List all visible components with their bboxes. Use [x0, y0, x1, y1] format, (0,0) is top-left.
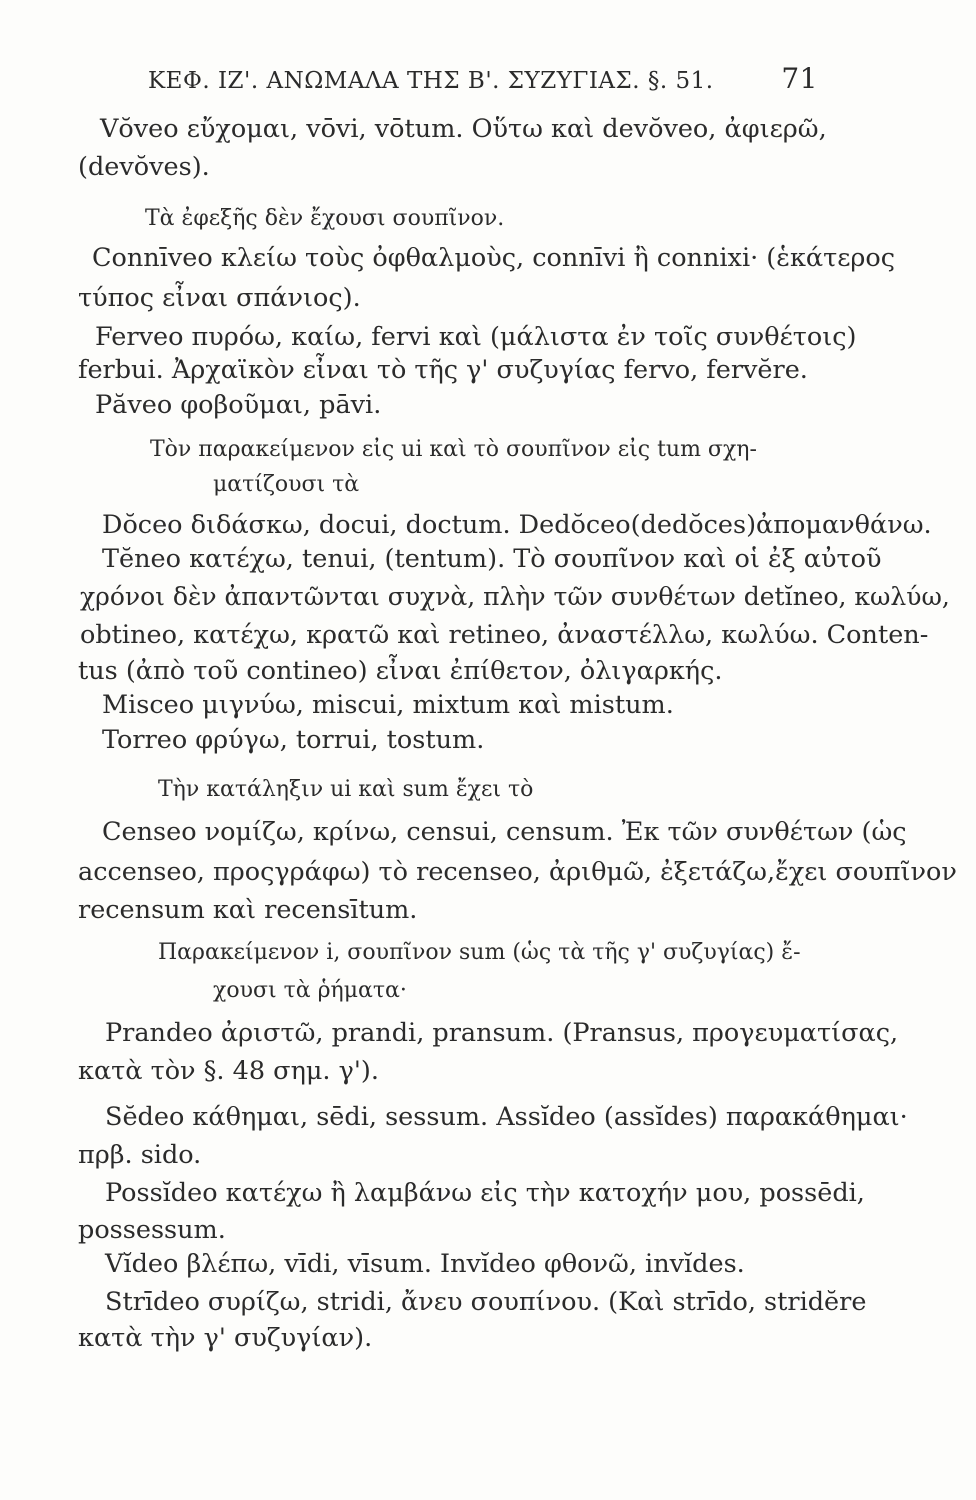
text-line: Connīveo κλείω τοὺς ὀφθαλμοὺς, connīvi ἢ connixi· (ἑκάτερος — [92, 243, 896, 273]
text-line: Vŏveo εὔχομαι, vōvi, vōtum. Οὕτω καὶ devŏveo, ἀφιερῶ, — [100, 114, 827, 144]
page-header — [148, 62, 818, 95]
subheading-line: ματίζουσι τὰ — [213, 472, 360, 497]
text-line: κατὰ τὸν §. 48 σημ. γ'). — [78, 1056, 379, 1086]
subheading-line: Τὸν παρακείμενον εἰς ui καὶ τὸ σουπῖνον εἰς tum σχη- — [150, 437, 757, 462]
text-line: obtineo, κατέχω, κρατῶ καὶ retineo, ἀναστέλλω, κωλύω. Conten- — [80, 620, 929, 650]
text-line: Possĭdeo κατέχω ἢ λαμβάνω εἰς τὴν κατοχήν μου, possēdi, — [105, 1178, 865, 1208]
text-line: Vĭdeo βλέπω, vīdi, vīsum. Invĭdeo φθονῶ, invĭdes. — [105, 1249, 745, 1279]
text-line: tus (ἀπὸ τοῦ contineo) εἶναι ἐπίθετον, ὀλιγαρκής. — [78, 656, 723, 686]
text-line: Prandeo ἀριστῶ, prandi, pransum. (Pransus, προγευματίσας, — [105, 1018, 899, 1048]
text-line: Torreo φρύγω, torrui, tostum. — [102, 725, 485, 755]
text-line: Misceo μιγνύω, miscui, mixtum καὶ mistum. — [102, 690, 674, 720]
text-line: Tĕneo κατέχω, tenui, (tentum). Τὸ σουπῖνον καὶ οἱ ἐξ αὐτοῦ — [102, 544, 882, 574]
text-line: accenseo, προςγράφω) τὸ recenseo, ἀριθμῶ, ἐξετάζω,ἔχει σουπῖνον — [78, 857, 957, 887]
text-line: Păveo φοβοῦμαι, pāvi. — [95, 390, 382, 420]
text-line: Dŏceo διδάσκω, docui, doctum. Dedŏceo(dedŏces)ἀπομανθάνω. — [102, 510, 932, 540]
text-line: τύπος εἶναι σπάνιος). — [78, 283, 361, 313]
subheading-line: Τὰ ἐφεξῆς δὲν ἔχουσι σουπῖνον. — [145, 206, 505, 231]
text-line: κατὰ τὴν γ' συζυγίαν). — [78, 1323, 373, 1353]
text-line: πρβ. sido. — [78, 1140, 202, 1170]
subheading-line: Παρακείμενον i, σουπῖνον sum (ὡς τὰ τῆς γ' συζυγίας) ἔ- — [158, 940, 801, 965]
text-line: possessum. — [78, 1215, 226, 1245]
running-title: ΚΕΦ. ΙΖ'. ΑΝΩΜΑΛΑ ΤΗΣ Β'. ΣΥΖΥΓΙΑΣ. §. 51. — [148, 68, 714, 94]
text-line: Ferveo πυρόω, καίω, fervi καὶ (μάλιστα ἐν τοῖς συνθέτοις) — [95, 322, 857, 352]
text-line: ferbui. Ἀρχαϊκὸν εἶναι τὸ τῆς γ' συζυγίας fervo, fervĕre. — [78, 355, 808, 385]
text-line: (devŏves). — [78, 152, 210, 182]
page-number: 71 — [781, 62, 818, 95]
text-line: Sĕdeo κάθημαι, sēdi, sessum. Assĭdeo (assĭdes) παρακάθημαι· — [105, 1102, 908, 1132]
text-line: Strīdeo συρίζω, stridi, ἄνευ σουπίνου. (Καὶ strīdo, stridĕre — [105, 1287, 867, 1317]
text-line: Censeo νομίζω, κρίνω, censui, censum. Ἐκ τῶν συνθέτων (ὡς — [102, 817, 907, 847]
subheading-line: χουσι τὰ ῥήματα· — [213, 978, 407, 1003]
subheading-line: Τὴν κατάληξιν ui καὶ sum ἔχει τὸ — [158, 777, 534, 802]
text-line: χρόνοι δὲν ἀπαντῶνται συχνὰ, πλὴν τῶν συνθέτων detĭneo, κωλύω, — [80, 582, 950, 611]
text-line: recensum καὶ recensītum. — [78, 895, 418, 925]
